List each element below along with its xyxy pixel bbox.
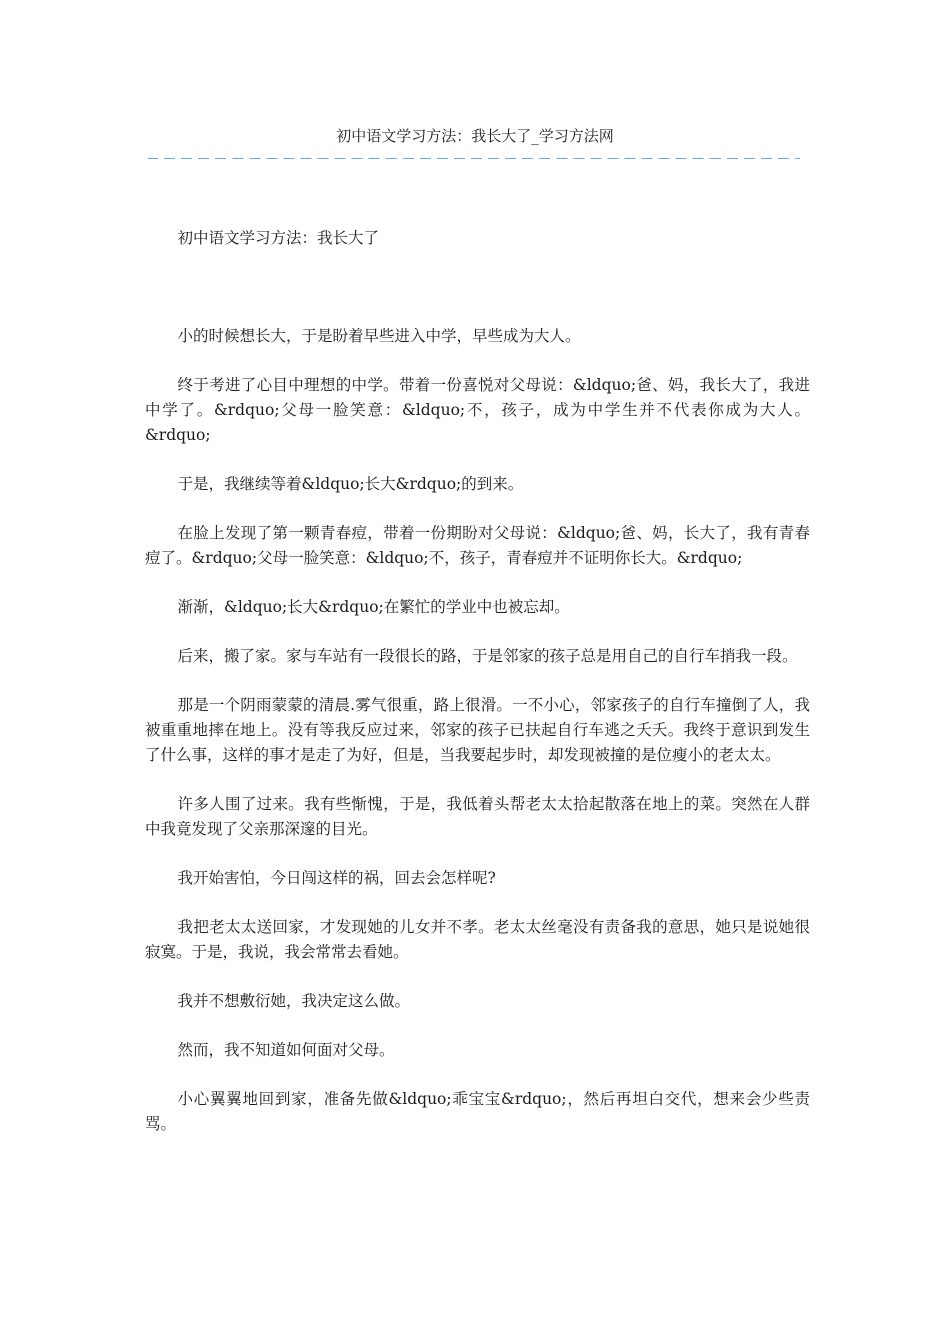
paragraph: 小心翼翼地回到家，准备先做&ldquo;乖宝宝&rdquo;，然后再坦白交代，想来会少些责骂。	[145, 1090, 810, 1133]
paragraph: 后来，搬了家。家与车站有一段很长的路，于是邻家的孩子总是用自己的自行车捎我一段。	[177, 647, 798, 665]
paragraph: 许多人围了过来。我有些惭愧，于是，我低着头帮老太太拾起散落在地上的菜。突然在人群中我竟发现了父亲那深邃的目光。	[145, 795, 810, 838]
page-title: 初中语文学习方法：我长大了_学习方法网	[336, 127, 614, 145]
paragraph: 我并不想敷衍她，我决定这么做。	[177, 992, 411, 1010]
paragraph: 我把老太太送回家，才发现她的儿女并不孝。老太太丝毫没有责备我的意思，她只是说她很寂寞。于是，我说，我会常常去看她。	[145, 918, 810, 961]
article-body	[145, 226, 810, 1161]
paragraph: 于是，我继续等着&ldquo;长大&rdquo;的到来。	[177, 475, 524, 493]
paragraph: 我开始害怕，今日闯这样的祸，回去会怎样呢?	[177, 869, 496, 887]
article-title: 初中语文学习方法：我长大了	[177, 229, 380, 247]
page-header	[0, 124, 950, 148]
paragraph: 那是一个阴雨蒙蒙的清晨.雾气很重，路上很滑。一不小心，邻家孩子的自行车撞倒了人，我被重重地摔在地上。没有等我反应过来，邻家的孩子已扶起自行车逃之夭夭。我终于意识到发生了什么事，这样的事才是走了为好，但是，当我要起步时，却发现被撞的是位瘦小的老太太。	[145, 696, 810, 764]
paragraph: 渐渐，&ldquo;长大&rdquo;在繁忙的学业中也被忘却。	[177, 598, 570, 616]
header-divider	[148, 158, 800, 159]
paragraph: 在脸上发现了第一颗青春痘，带着一份期盼对父母说：&ldquo;爸、妈，长大了，我有青春痘了。&rdquo;父母一脸笑意：&ldquo;不，孩子，青春痘并不证明你长大。&rdquo;	[145, 524, 810, 567]
paragraph: 小的时候想长大，于是盼着早些进入中学，早些成为大人。	[177, 327, 581, 345]
paragraph: 然而，我不知道如何面对父母。	[177, 1041, 395, 1059]
paragraph: 终于考进了心目中理想的中学。带着一份喜悦对父母说：&ldquo;爸、妈，我长大了，我进中学了。&rdquo;父母一脸笑意：&ldquo;不，孩子，成为中学生并不代表你成为大人。&rdquo;	[145, 376, 810, 444]
